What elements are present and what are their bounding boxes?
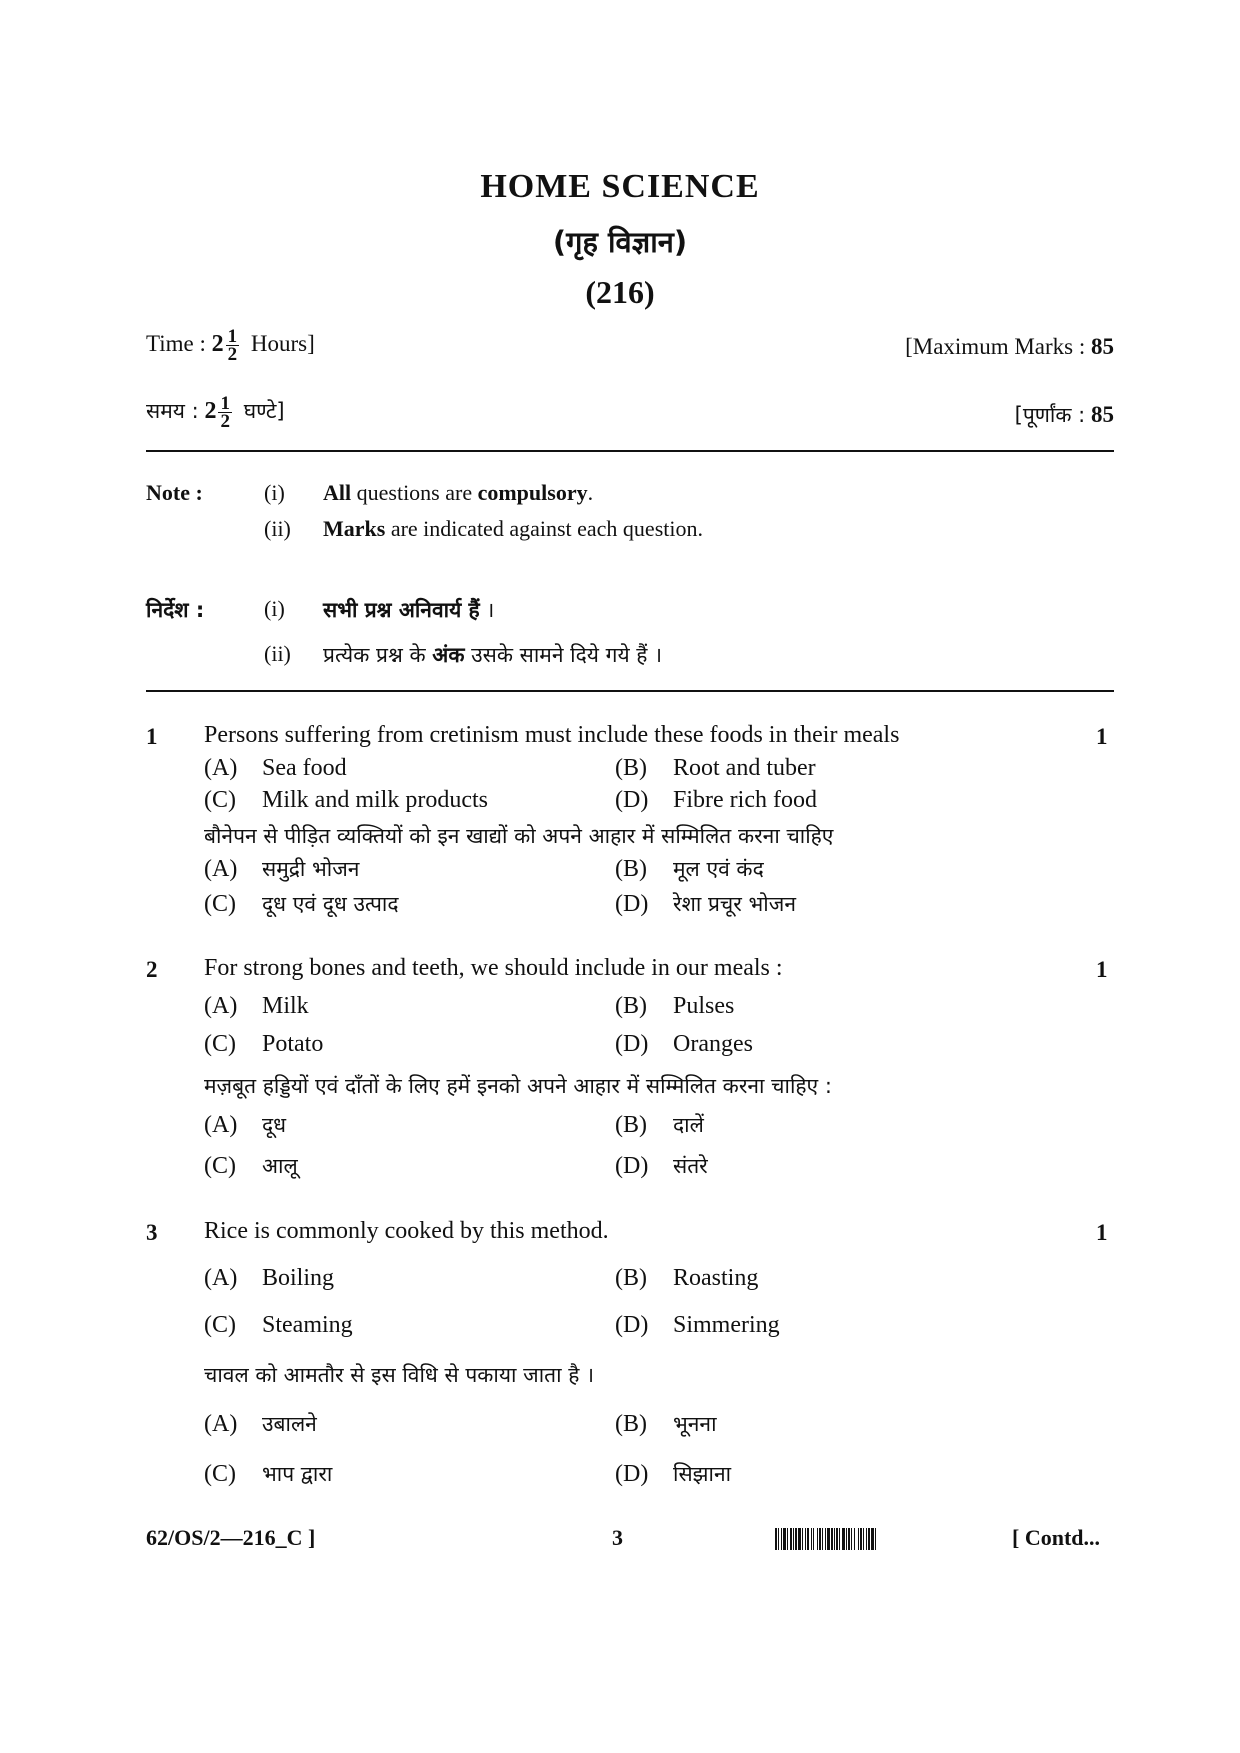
note-text-2: Marks are indicated against each question. bbox=[323, 516, 703, 541]
divider-bottom bbox=[146, 690, 1114, 692]
time-whole-hindi: 2 bbox=[204, 397, 217, 424]
note-num-2: (ii) bbox=[264, 516, 291, 541]
note-text-hindi-1: सभी प्रश्न अनिवार्य हैं । bbox=[323, 598, 495, 622]
question-text-hindi: चावल को आमतौर से इस विधि से पकाया जाता है । bbox=[204, 1363, 595, 1387]
question-text-hindi: बौनेपन से पीड़ित व्यक्तियों को इन खाद्यों को अपने आहार में सम्मिलित करना चाहिए bbox=[204, 824, 834, 848]
note-text-hindi-2: प्रत्येक प्रश्न के अंक उसके सामने दिये गये हैं । bbox=[323, 643, 663, 667]
option-b-hindi: (B) मूल एवं कंद bbox=[615, 856, 764, 882]
option-d-hindi: (D) रेशा प्रचूर भोजन bbox=[615, 891, 796, 917]
question-number: 3 bbox=[146, 1220, 158, 1245]
time-row bbox=[146, 328, 1114, 368]
max-marks-group bbox=[905, 334, 1114, 360]
paper-code: 62/OS/2—216_C ] bbox=[146, 1525, 316, 1550]
option-c-hindi: (C) भाप द्वारा bbox=[204, 1461, 333, 1487]
note-num-hindi-1: (i) bbox=[264, 596, 285, 621]
note-text-1: All questions are compulsory. bbox=[323, 480, 594, 505]
time-label: Time : bbox=[146, 330, 206, 356]
option-a-hindi: (A) दूध bbox=[204, 1112, 287, 1138]
option-b: (B) Pulses bbox=[615, 993, 735, 1019]
max-marks-value: 85 bbox=[1091, 334, 1114, 359]
option-a: (A) Milk bbox=[204, 993, 309, 1019]
option-a-hindi: (A) उबालने bbox=[204, 1411, 317, 1437]
note-label-hindi: निर्देश : bbox=[146, 598, 205, 622]
paper-title-hindi: (गृह विज्ञान) bbox=[552, 225, 688, 259]
max-marks-label: [Maximum Marks : bbox=[905, 334, 1086, 359]
time-unit-hindi: घण्टे] bbox=[243, 398, 285, 423]
option-c-hindi: (C) आलू bbox=[204, 1153, 298, 1179]
question-marks: 1 bbox=[1096, 1220, 1108, 1245]
time-whole: 2 bbox=[211, 330, 224, 357]
option-b: (B) Roasting bbox=[615, 1265, 759, 1291]
question-text: For strong bones and teeth, we should include in our meals : bbox=[204, 955, 783, 981]
barcode-icon bbox=[775, 1528, 993, 1550]
option-d: (D) Simmering bbox=[615, 1312, 780, 1338]
option-c: (C) Milk and milk products bbox=[204, 787, 488, 813]
option-a-hindi: (A) समुद्री भोजन bbox=[204, 856, 360, 882]
question-number: 2 bbox=[146, 957, 158, 982]
time-label-hindi: समय : bbox=[146, 398, 199, 423]
option-d-hindi: (D) सिझाना bbox=[615, 1461, 732, 1487]
option-d: (D) Oranges bbox=[615, 1031, 753, 1057]
question-text-hindi: मज़बूत हड्डियों एवं दाँतों के लिए हमें इनको अपने आहार में सम्मिलित करना चाहिए : bbox=[204, 1074, 832, 1098]
time-fraction: $\frac{1}{2}$ bbox=[227, 326, 238, 365]
note-label: Note : bbox=[146, 480, 203, 505]
max-marks-label-hindi: [पूर्णांक : bbox=[1014, 403, 1086, 427]
question-number: 1 bbox=[146, 724, 158, 749]
page-number: 3 bbox=[612, 1525, 623, 1550]
time-fraction-hindi: $\frac{1}{2}$ bbox=[220, 393, 230, 432]
note-num-hindi-2: (ii) bbox=[264, 641, 291, 666]
question-marks: 1 bbox=[1096, 957, 1108, 982]
question-text: Rice is commonly cooked by this method. bbox=[204, 1218, 609, 1244]
barcode-bar bbox=[876, 1528, 878, 1550]
subject-code: (216) bbox=[585, 274, 655, 310]
max-marks-group-hindi bbox=[1015, 401, 1114, 429]
divider-top bbox=[146, 450, 1114, 452]
option-b-hindi: (B) दालें bbox=[615, 1112, 704, 1138]
time-unit: Hours] bbox=[250, 330, 315, 356]
time-label-group bbox=[146, 328, 315, 363]
question-text: Persons suffering from cretinism must include these foods in their meals bbox=[204, 722, 900, 748]
question-marks: 1 bbox=[1096, 724, 1108, 749]
option-a: (A) Boiling bbox=[204, 1265, 335, 1291]
time-row-hindi bbox=[146, 395, 1114, 435]
option-d: (D) Fibre rich food bbox=[615, 787, 817, 813]
max-marks-value-hindi: 85 bbox=[1091, 402, 1114, 427]
option-c: (C) Steaming bbox=[204, 1312, 353, 1338]
option-b: (B) Root and tuber bbox=[615, 755, 816, 781]
option-c: (C) Potato bbox=[204, 1031, 324, 1057]
continued-label: [ Contd... bbox=[1012, 1525, 1101, 1550]
paper-title: HOME SCIENCE bbox=[480, 168, 760, 205]
note-num-1: (i) bbox=[264, 480, 285, 505]
time-label-group-hindi bbox=[146, 395, 285, 430]
option-c-hindi: (C) दूध एवं दूध उत्पाद bbox=[204, 891, 399, 917]
option-d-hindi: (D) संतरे bbox=[615, 1153, 708, 1179]
option-a: (A) Sea food bbox=[204, 755, 347, 781]
option-b-hindi: (B) भूनना bbox=[615, 1411, 717, 1437]
